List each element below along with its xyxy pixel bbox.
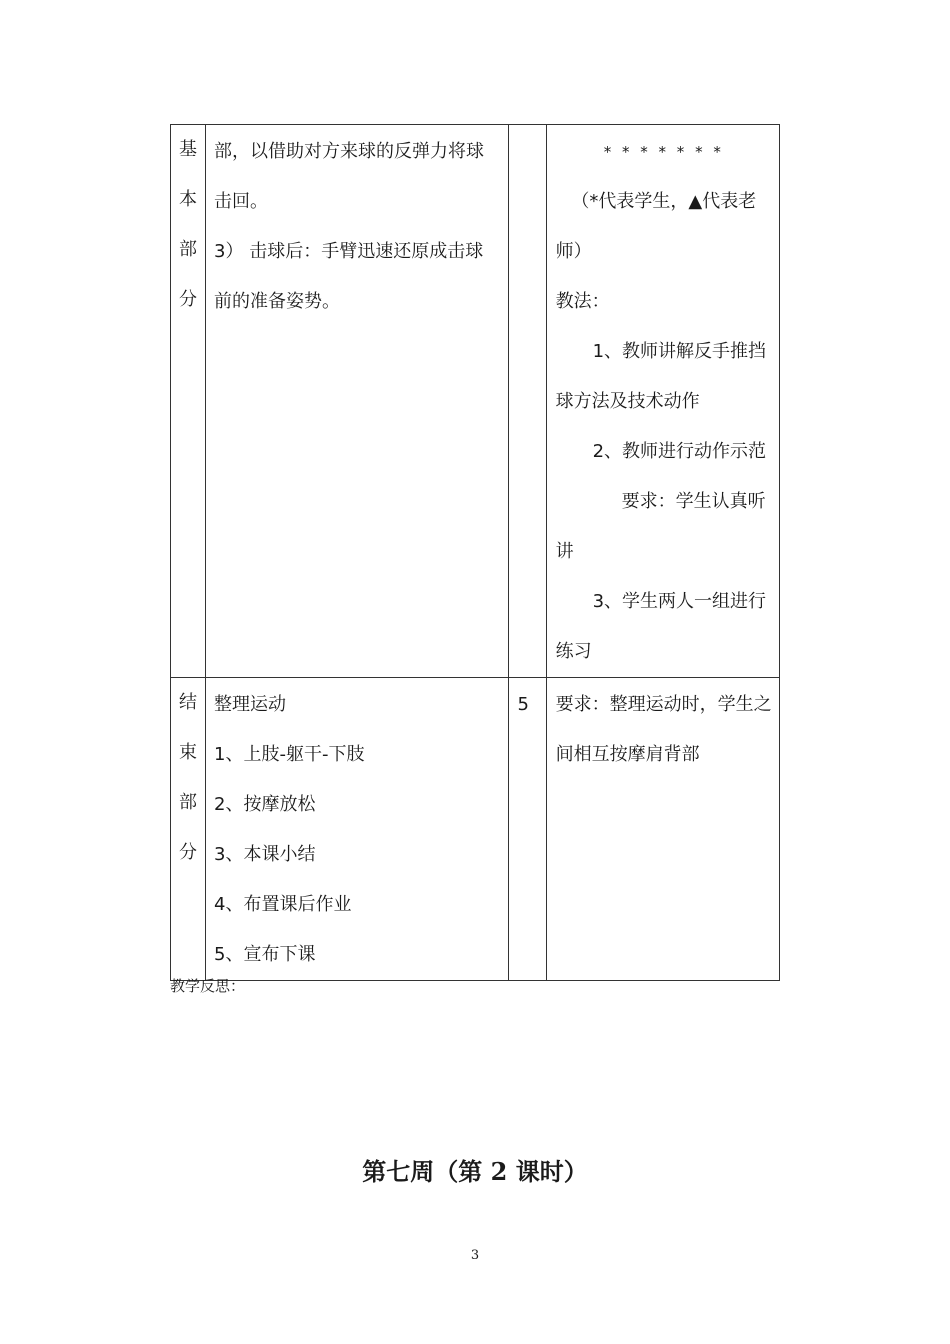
content-line: 3、本课小结 <box>214 844 316 865</box>
content-line: 5、宣布下课 <box>214 944 316 965</box>
ending-time-cell: 5 <box>508 678 546 981</box>
content-line: 2、按摩放松 <box>214 794 316 815</box>
legend-line: 师） <box>555 241 592 262</box>
method-step: 1、教师讲解反手推挡 <box>592 341 767 362</box>
method-step: 球方法及技术动作 <box>555 391 700 412</box>
table-row-basic-part <box>171 125 780 678</box>
method-step: 练习 <box>555 641 592 662</box>
basic-content-cell <box>206 125 508 678</box>
ending-content-cell <box>206 678 508 981</box>
requirement-line: 要求：整理运动时，学生之 <box>555 694 772 715</box>
content-line: 击回。 <box>214 191 269 212</box>
method-step: 3、学生两人一组进行 <box>592 591 767 612</box>
lesson-plan-table <box>170 124 780 981</box>
part-char: 部 <box>179 792 198 813</box>
requirement-line: 讲 <box>555 541 574 562</box>
basic-time-cell <box>508 125 546 678</box>
basic-part-label <box>171 125 206 678</box>
basic-method-cell <box>546 125 779 678</box>
part-char: 分 <box>179 289 198 310</box>
part-char: 分 <box>179 842 198 863</box>
week-title: 第七周（第 2 课时） <box>362 1157 588 1186</box>
table-row-ending-part <box>171 678 780 981</box>
part-char: 本 <box>179 189 198 210</box>
student-formation-stars: * * * * * * * <box>603 143 724 161</box>
content-line: 1、上肢-躯干-下肢 <box>214 744 365 765</box>
ending-part-label <box>171 678 206 981</box>
part-char: 基 <box>179 139 198 160</box>
teaching-reflection-label: 教学反思： <box>170 977 246 995</box>
content-line: 4、布置课后作业 <box>214 894 352 915</box>
content-line: 3） 击球后：手臂迅速还原成击球 <box>214 241 484 262</box>
part-char: 束 <box>179 742 198 763</box>
teaching-method-label: 教法： <box>555 291 610 312</box>
page-number: 3 <box>470 1248 480 1263</box>
legend-line: （*代表学生，▲代表老 <box>571 191 757 212</box>
part-char: 部 <box>179 239 198 260</box>
content-line: 前的准备姿势。 <box>214 291 341 312</box>
method-step: 2、教师进行动作示范 <box>592 441 767 462</box>
part-char: 结 <box>179 692 198 713</box>
requirement-line: 要求：学生认真听 <box>621 491 766 512</box>
content-line: 部，以借助对方来球的反弹力将球 <box>214 141 485 162</box>
requirement-line: 间相互按摩肩背部 <box>555 744 700 765</box>
ending-method-cell <box>546 678 779 981</box>
content-line: 整理运动 <box>214 694 287 715</box>
